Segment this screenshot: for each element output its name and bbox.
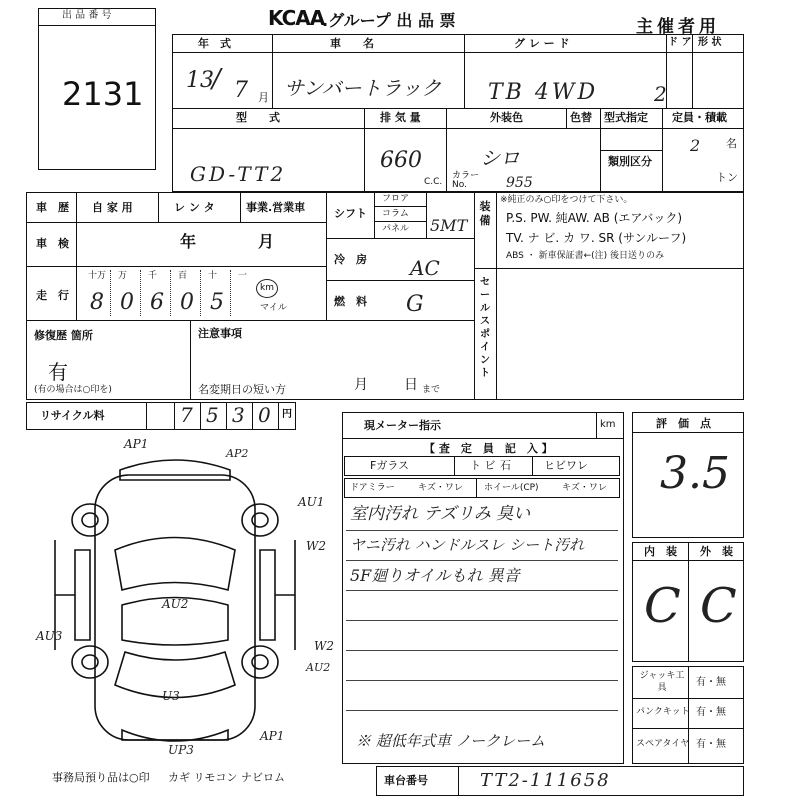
- part-wheel-damage: キズ・ワレ: [562, 483, 607, 493]
- interior-value: C: [644, 578, 681, 634]
- score-label: 評 価 点: [656, 417, 711, 430]
- color-no-label: カラーNo.: [452, 171, 480, 190]
- door-value: 2: [654, 82, 667, 106]
- km-circle: [256, 279, 278, 298]
- part-wheel: ホイール(CP): [484, 483, 539, 493]
- shift-panel: パネル: [382, 224, 410, 234]
- acc-spare-opt: 有・無: [696, 739, 726, 750]
- glass-f: Fガラス: [370, 459, 409, 472]
- mark-w2-lower: W2: [314, 639, 334, 653]
- expiry-until: まで: [422, 385, 441, 395]
- mark-ap1-top: AP1: [124, 437, 149, 451]
- recycle-digit: 7: [180, 403, 193, 427]
- expiry-month: 月: [354, 377, 368, 393]
- recycle-label: リサイクル料: [40, 409, 105, 422]
- history-label: 車 歴: [36, 201, 69, 214]
- mark-u3: U3: [162, 689, 180, 703]
- shape-label: 形 状: [698, 37, 722, 48]
- chassis-value: TT2-111658: [480, 770, 611, 791]
- car-damage-diagram: [40, 437, 340, 770]
- sales-point-label: セールスポイント: [480, 277, 490, 379]
- color-change-label: 色替: [570, 111, 592, 124]
- class-label: 類別区分: [608, 155, 652, 168]
- part-mirror-damage: キズ・ワレ: [418, 483, 463, 493]
- equipment-line2: TV. ナ ビ. カ ワ. SR (サンルーフ): [506, 231, 687, 245]
- inspection-month-unit: 月: [258, 232, 275, 251]
- type-label: 型 式: [236, 111, 280, 124]
- acc-jack: ジャッキ工具: [639, 671, 685, 693]
- expiry-label: 名変期日の短い方: [198, 383, 286, 396]
- kcaa-logo: KCAA: [268, 6, 325, 30]
- part-mirror: ドアミラー: [350, 483, 395, 493]
- mark-au1: AU1: [298, 495, 325, 509]
- recycle-digit: 0: [258, 403, 271, 427]
- disp-label: 排 気 量: [380, 111, 421, 124]
- month-unit: 月: [258, 91, 269, 104]
- year-month: 7: [234, 78, 248, 103]
- recycle-digit: 3: [232, 403, 245, 427]
- mileage-digit-label: 十万: [88, 271, 107, 281]
- inspection-year-unit: 年: [180, 232, 197, 251]
- capacity-label: 定員・積載: [672, 111, 727, 124]
- exterior-value: C: [700, 578, 737, 634]
- mileage-digit-label: 万: [118, 271, 128, 281]
- glass-crack: ヒビワレ: [544, 459, 588, 472]
- color-value: シロ: [480, 146, 520, 170]
- office-note: 事務局預り品は○印: [52, 771, 150, 784]
- km-unit: km: [260, 283, 274, 293]
- shift-label: シフト: [334, 207, 367, 220]
- equipment-note: ※純正のみ○印をつけて下さい。: [500, 195, 633, 205]
- grade-label: グ レ ー ド: [514, 37, 570, 50]
- organizer-label: 主催者用: [636, 17, 720, 37]
- repair-value: 有: [48, 360, 68, 384]
- auction-sheet: 出 品 番 号 2131 KCAA .グループ 出 品 票 主催者用 年 式 車 名 グ レ ー ド ド ア 形 状 13 / 7 月 サンバートラック TB 4WD 2 型 式 排 気 量 外装色 色替 型式指定 類別区分 定員・積載 名 トン C.C. カラーNo. GD-TT2 660 シロ 955 2 車 歴 自 家 用 レ ン タ 事業.営業車 車 検 年 月 走 行 十万 万 千 百 十 一 8 0 6 0 5 km マイル シフト フロア コラム パネル 5MT 冷 房 AC 燃 料 G 装備 セールスポイント ※純正のみ○印をつけて下さい。 P.S. PW. 純AW. AB (エアバック) TV. ナ ビ. カ ワ. SR (サンルーフ) ABS ・ 新車保証書←(注) 後日送りのみ 修復歴 箇所 有 (有の場合は○印を) 注意事項 名変期日の短い方 月 日 まで リサイクル料 7 5 3 0 円 AP1 AP2 AU1 W2 AU2 AU3 W2 AU2 U3 AP1 UP3 現メーター指示 km 【 査 定 員 記 入 】 Fガラス ト ビ 石 ヒビワレ ドアミラー キズ・ワレ ホイール(CP) キズ・ワレ 室内汚れ テズリみ 臭い ヤニ汚れ ハンドルスレ シート汚れ 5F廻りオイルもれ 異音 ※ 超低年式車 ノークレーム 評 価 点 3.5 内 装 外 装 C C ジャッキ工具 パンクキット スペアタイヤ 有・無 有・無 有・無 事務局預り品は○印 カギ リモコン ナビロム 車台番号 TT2-111658: [0, 0, 800, 800]
- mark-up3: UP3: [168, 743, 194, 757]
- sheet-title: .グループ 出 品 票: [322, 11, 456, 30]
- model-value: サンバートラック: [284, 76, 442, 100]
- recycle-digit: 5: [206, 403, 219, 427]
- mileage-digit: 0: [180, 290, 194, 315]
- grade-value: TB 4WD: [488, 80, 599, 105]
- exterior-label: 外 装: [700, 545, 733, 558]
- mark-ap2: AP2: [226, 447, 249, 460]
- expiry-day: 日: [404, 377, 418, 393]
- door-label: ド ア: [668, 37, 692, 48]
- glass-stone: 石: [500, 459, 511, 472]
- persons-unit: 名: [726, 137, 737, 150]
- lot-label: 出 品 番 号: [62, 10, 112, 21]
- chassis-label: 車台番号: [384, 774, 428, 787]
- mileage-digit: 0: [120, 290, 134, 315]
- lot-number: 2131: [62, 75, 144, 113]
- mark-au2-side: AU2: [306, 661, 331, 674]
- tons-unit: トン: [716, 171, 738, 184]
- model-label: 車 名: [330, 37, 374, 50]
- capacity-value: 2: [690, 136, 701, 155]
- cc-unit: C.C.: [424, 177, 443, 187]
- mileage-digit-label: 千: [148, 271, 158, 281]
- shift-floor: フロア: [382, 194, 410, 204]
- fuel-value: G: [406, 292, 424, 317]
- notes-label: 注意事項: [198, 327, 242, 340]
- mileage-digit-label: 一: [238, 271, 248, 281]
- office-items: カギ リモコン ナビロム: [168, 771, 285, 784]
- meter-unit: km: [600, 419, 616, 430]
- mileage-digit: 5: [210, 290, 224, 315]
- mark-ap1-bottom: AP1: [260, 729, 285, 743]
- mileage-digit: 6: [150, 290, 164, 315]
- type-spec-label: 型式指定: [604, 111, 648, 124]
- repair-label: 修復歴 箇所: [34, 329, 93, 342]
- mile-unit: マイル: [260, 303, 287, 313]
- mark-au3: AU3: [36, 629, 63, 643]
- inspection-label: 車 検: [36, 237, 69, 250]
- ac-value: AC: [410, 256, 440, 280]
- equipment-line1: P.S. PW. 純AW. AB (エアバック): [506, 211, 683, 225]
- acc-jack-opt: 有・無: [696, 677, 726, 688]
- mileage-digit-label: 百: [178, 271, 188, 281]
- equipment-label: 装備: [479, 200, 491, 227]
- glass-chip: ト ビ: [470, 459, 496, 472]
- shift-column: コラム: [382, 209, 409, 219]
- shift-value: 5MT: [430, 216, 468, 235]
- equipment-line3: ABS ・ 新車保証書←(注) 後日送りのみ: [506, 251, 665, 261]
- acc-puncture: パンクキット: [636, 707, 690, 717]
- history-rental: レ ン タ: [174, 201, 215, 214]
- ac-label: 冷 房: [334, 253, 367, 266]
- inspector-label: 【 査 定 員 記 入 】: [424, 442, 553, 455]
- year-era: 13: [186, 68, 214, 93]
- remark-2: ヤニ汚れ ハンドルスレ シート汚れ: [350, 536, 585, 554]
- color-no-value: 955: [506, 175, 533, 191]
- mark-w2-upper: W2: [306, 539, 326, 553]
- fuel-label: 燃 料: [334, 295, 367, 308]
- mark-au2-center: AU2: [162, 597, 189, 611]
- mileage-digit: 8: [90, 290, 104, 315]
- remark-3: 5F廻りオイルもれ 異音: [350, 566, 520, 585]
- mileage-digit-label: 十: [208, 271, 218, 281]
- history-business: 事業.営業車: [246, 201, 306, 214]
- acc-spare: スペアタイヤ: [636, 739, 690, 749]
- repair-note: (有の場合は○印を): [34, 385, 112, 395]
- type-value: GD-TT2: [190, 162, 287, 186]
- year-label: 年 式: [198, 37, 231, 50]
- recycle-unit: 円: [282, 409, 292, 420]
- remark-1: 室内汚れ テズリみ 臭い: [350, 504, 531, 524]
- meter-label: 現メーター指示: [364, 419, 441, 432]
- score-value: 3.5: [660, 448, 730, 499]
- mileage-label: 走 行: [36, 289, 69, 302]
- acc-puncture-opt: 有・無: [696, 707, 726, 718]
- interior-label: 内 装: [644, 545, 677, 558]
- disp-value: 660: [380, 148, 422, 173]
- remark-footer: ※ 超低年式車 ノークレーム: [356, 732, 546, 750]
- history-private: 自 家 用: [92, 201, 133, 214]
- color-label: 外装色: [490, 111, 523, 124]
